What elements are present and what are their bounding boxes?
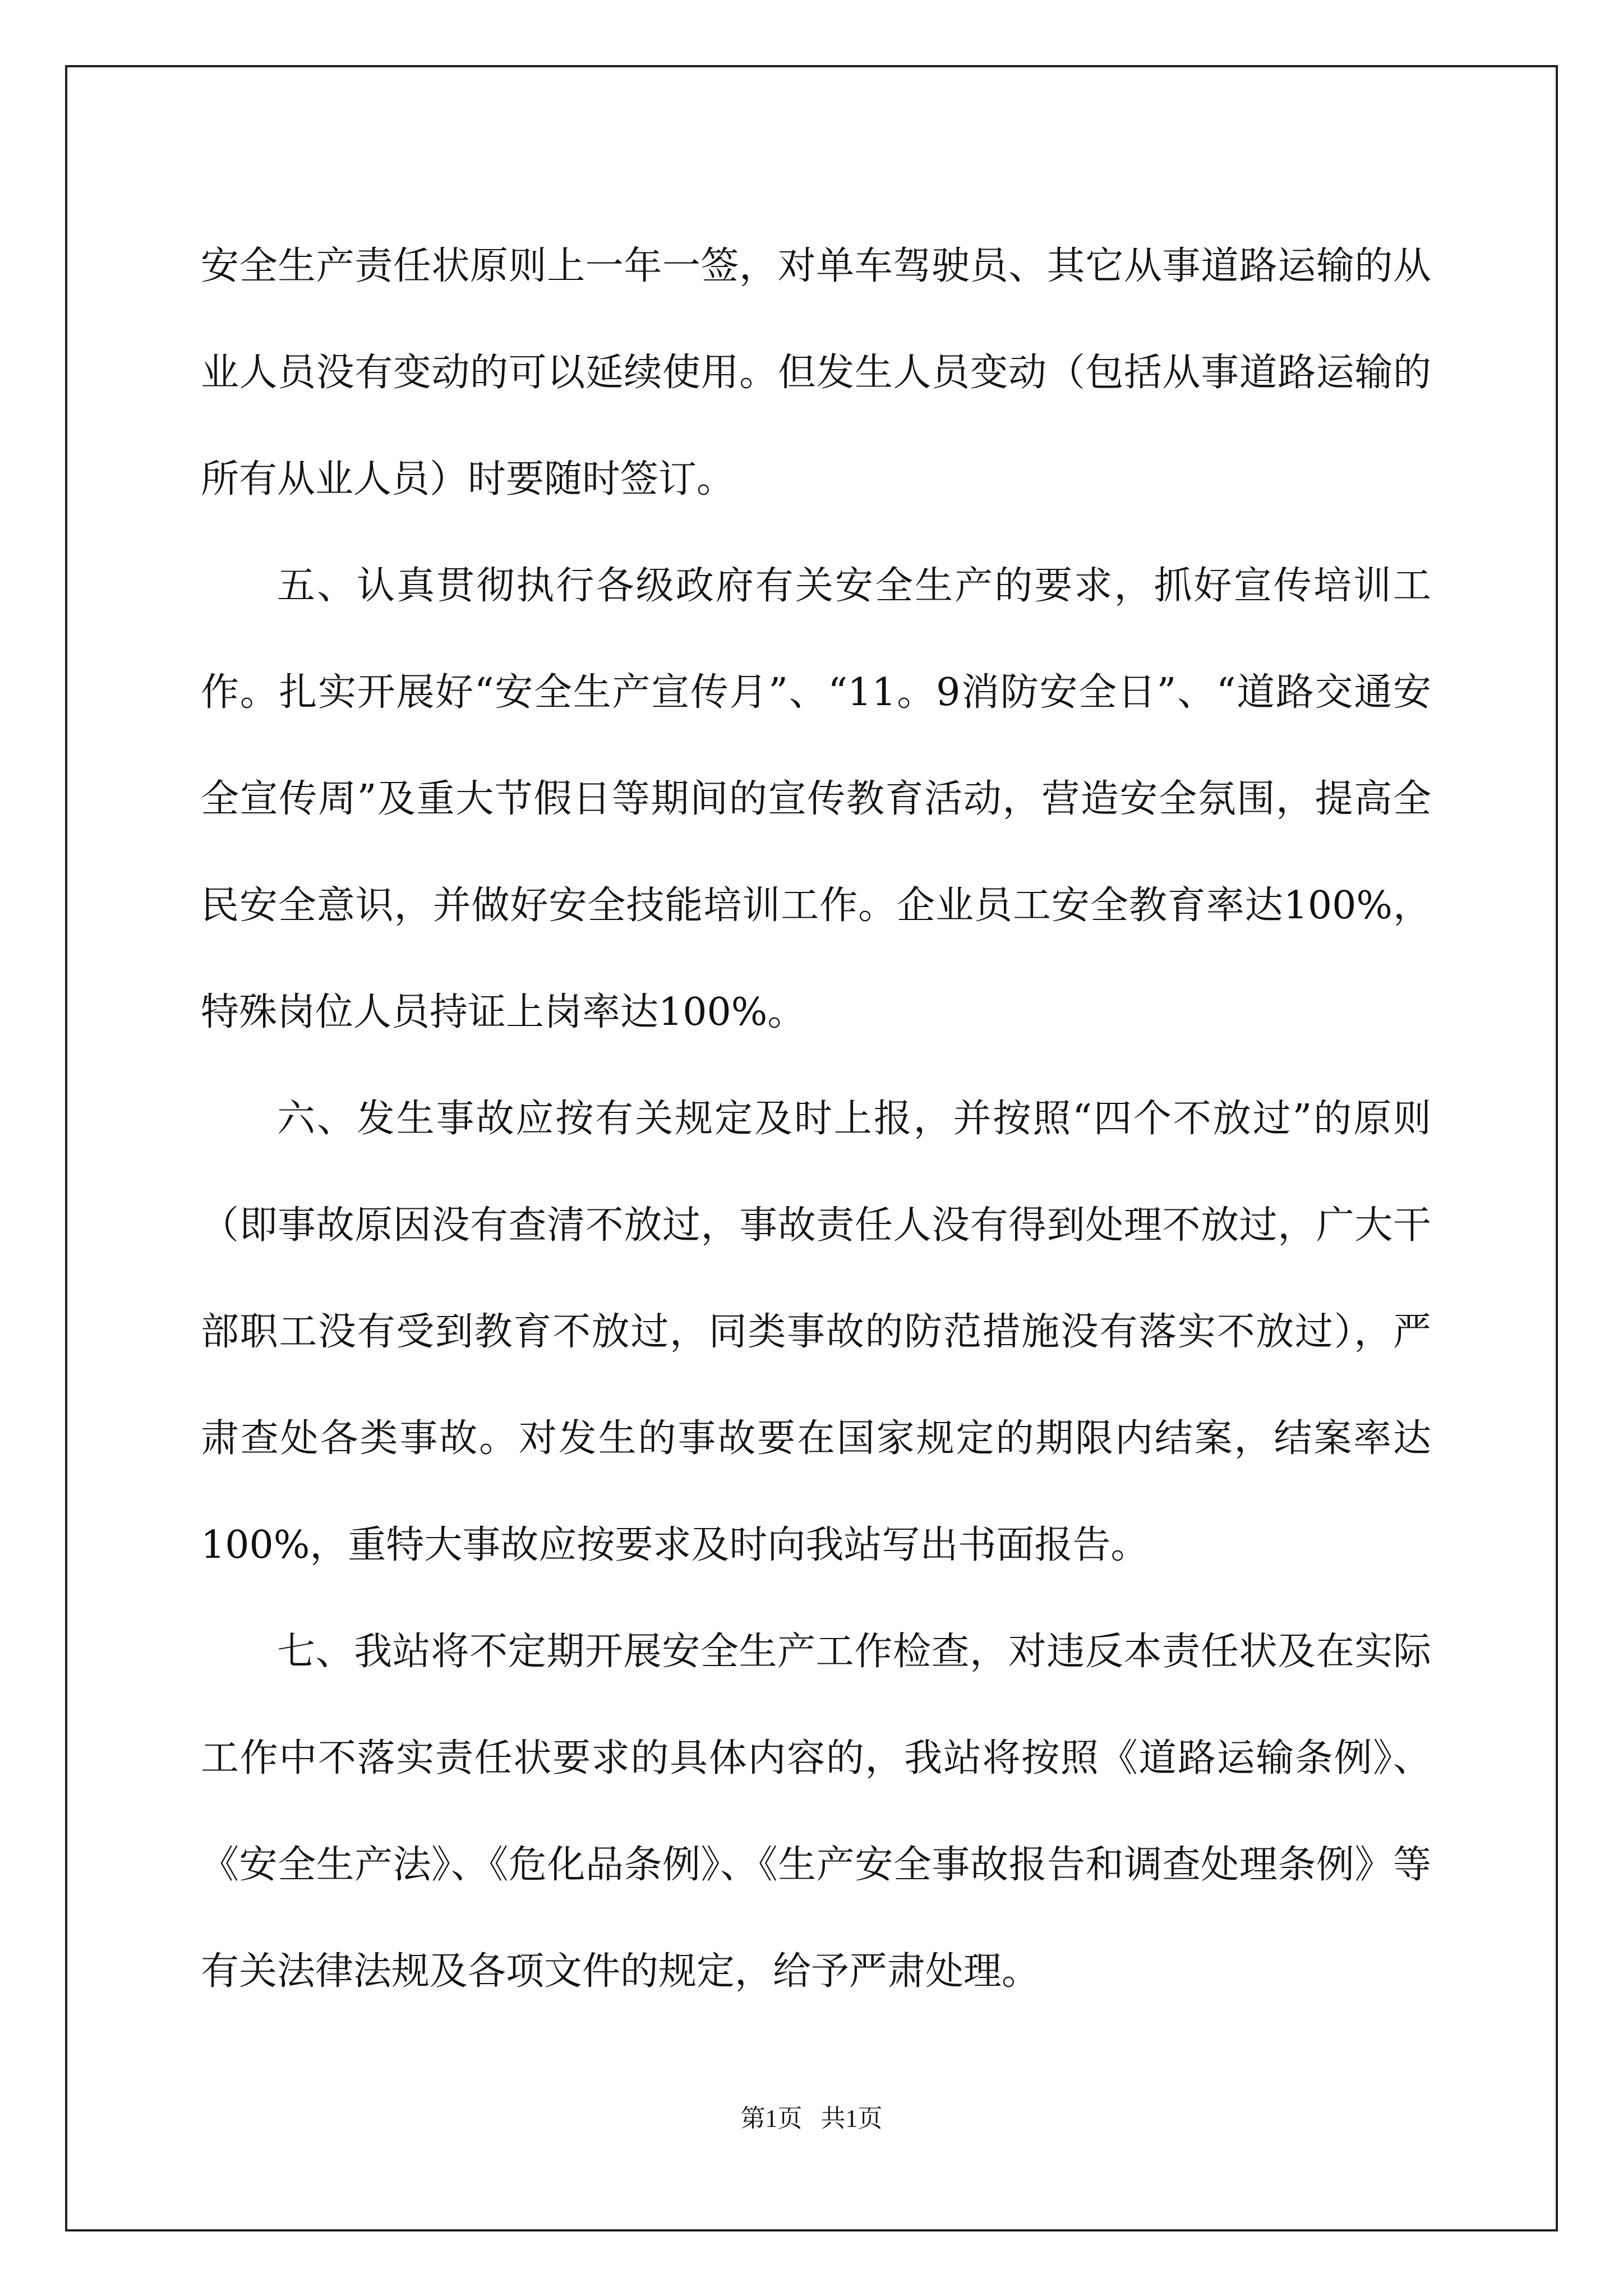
document-body — [201, 213, 1431, 2025]
paragraph-continuation: 安全生产责任状原则上一年一签，对单车驾驶员、其它从事道路运输的从业人员没有变动的可以延续使用。但发生人员变动（包括从事道路运输的所有从业人员）时要随时签订。 — [201, 244, 1431, 501]
paragraph-item-7: 七、我站将不定期开展安全生产工作检查，对违反本责任状及在实际工作中不落实责任状要求的具体内容的，我站将按照《道路运输条例》、《安全生产法》、《危化品条例》、《生产安全事故报告和调查处理条例》等有关法律法规及各项文件的规定，给予严肃处理。 — [201, 1630, 1431, 1994]
paragraph-item-6: 六、发生事故应按有关规定及时上报，并按照“四个不放过”的原则（即事故原因没有查清不放过，事故责任人没有得到处理不放过，广大干部职工没有受到教育不放过，同类事故的防范措施没有落实不放过），严肃查处各类事故。对发生的事故要在国家规定的期限内结案，结案率达100%，重特大事故应按要求及时向我站写出书面报告。 — [201, 1097, 1431, 1567]
page-number-footer: 第1页 共1页 — [740, 2105, 883, 2132]
paragraph-item-5: 五、认真贯彻执行各级政府有关安全生产的要求，抓好宣传培训工作。扎实开展好“安全生产宣传月”、“11。9消防安全日”、“道路交通安全宣传周”及重大节假日等期间的宣传教育活动，营造安全氛围，提高全民安全意识，并做好安全技能培训工作。企业员工安全教育率达100%，特殊岗位人员持证上岗率达100%。 — [201, 564, 1431, 1034]
